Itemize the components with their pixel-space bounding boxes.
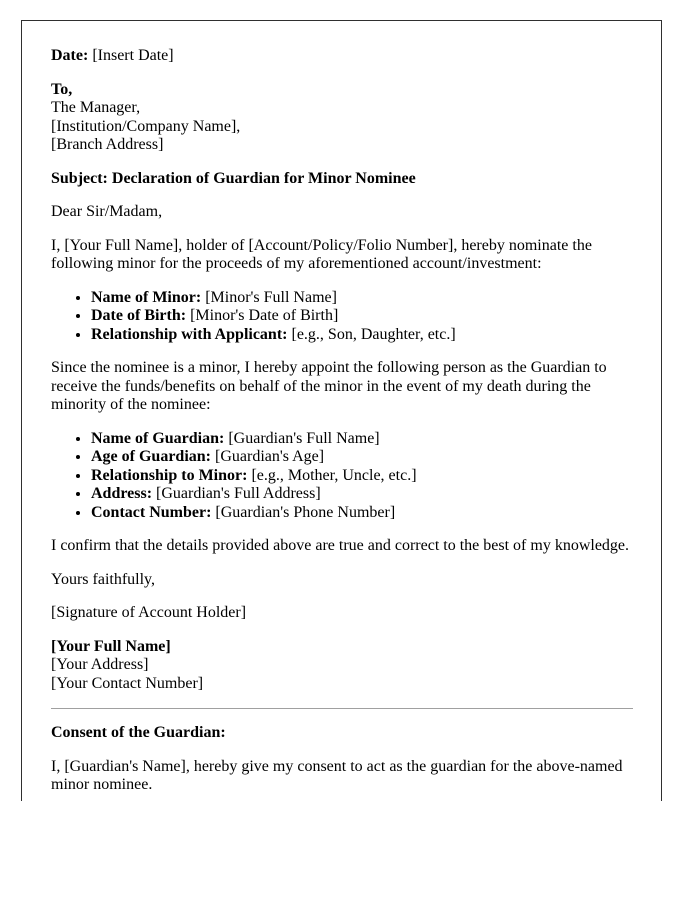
list-item <box>91 448 633 467</box>
list-item <box>91 289 633 308</box>
closing-line: Yours faithfully, <box>51 570 156 588</box>
list-item <box>91 485 633 504</box>
salutation: Dear Sir/Madam, <box>51 203 163 220</box>
consent-paragraph: I, [Guardian's Name], hereby give my consent to act as the guardian for the above-named minor nominee. <box>51 757 623 793</box>
list-item <box>91 467 633 486</box>
recipient-to-label: To, <box>51 80 73 98</box>
sender-address: [Your Address] <box>51 656 149 673</box>
sender-contact: [Your Contact Number] <box>51 674 204 692</box>
detail-value: [Minor's Date of Birth] <box>190 307 339 324</box>
subject-line <box>51 170 633 189</box>
guardian-details-list <box>51 430 633 523</box>
detail-label: Name of Guardian: <box>91 429 225 447</box>
subject-text: Subject: Declaration of Guardian for Minor Nominee <box>51 169 416 187</box>
detail-value: [Guardian's Age] <box>215 448 325 465</box>
detail-value: [e.g., Son, Daughter, etc.] <box>291 325 456 343</box>
detail-label: Age of Guardian: <box>91 448 211 465</box>
detail-value: [Guardian's Full Address] <box>156 485 321 502</box>
detail-label: Relationship to Minor: <box>91 466 248 484</box>
signature-placeholder: [Signature of Account Holder] <box>51 604 247 621</box>
date-value: [Insert Date] <box>92 47 174 64</box>
list-item <box>91 430 633 449</box>
nomination-paragraph: I, [Your Full Name], holder of [Account/Policy/Folio Number], hereby nominate the following minor for the proceeds of my aforementioned account/investment: <box>51 236 592 272</box>
detail-value: [e.g., Mother, Uncle, etc.] <box>251 466 417 484</box>
list-item <box>91 326 633 345</box>
sender-block <box>51 638 633 694</box>
recipient-block <box>51 81 633 155</box>
detail-value: [Guardian's Full Name] <box>228 429 380 447</box>
guardian-paragraph: Since the nominee is a minor, I hereby appoint the following person as the Guardian to receive the funds/benefits on behalf of the minor in the event of my death during the minority of the nominee: <box>51 359 607 413</box>
detail-label: Name of Minor: <box>91 288 202 306</box>
consent-heading <box>51 724 633 743</box>
date-label: Date: <box>51 47 89 64</box>
consent-heading-text: Consent of the Guardian: <box>51 724 226 741</box>
section-divider <box>51 708 633 709</box>
recipient-line: The Manager, <box>51 99 141 116</box>
detail-label: Relationship with Applicant: <box>91 325 288 343</box>
detail-value: [Minor's Full Name] <box>205 288 337 306</box>
list-item <box>91 504 633 523</box>
recipient-line: [Branch Address] <box>51 136 164 153</box>
detail-label: Contact Number: <box>91 503 212 521</box>
confirmation-paragraph: I confirm that the details provided above are true and correct to the best of my knowledge. <box>51 537 630 554</box>
sender-name: [Your Full Name] <box>51 637 171 655</box>
letter-document <box>21 20 662 801</box>
detail-value: [Guardian's Phone Number] <box>215 503 396 521</box>
detail-label: Address: <box>91 485 153 502</box>
recipient-line: [Institution/Company Name], <box>51 117 241 135</box>
list-item <box>91 307 633 326</box>
date-line <box>51 47 633 66</box>
detail-label: Date of Birth: <box>91 307 187 324</box>
minor-details-list <box>51 289 633 345</box>
